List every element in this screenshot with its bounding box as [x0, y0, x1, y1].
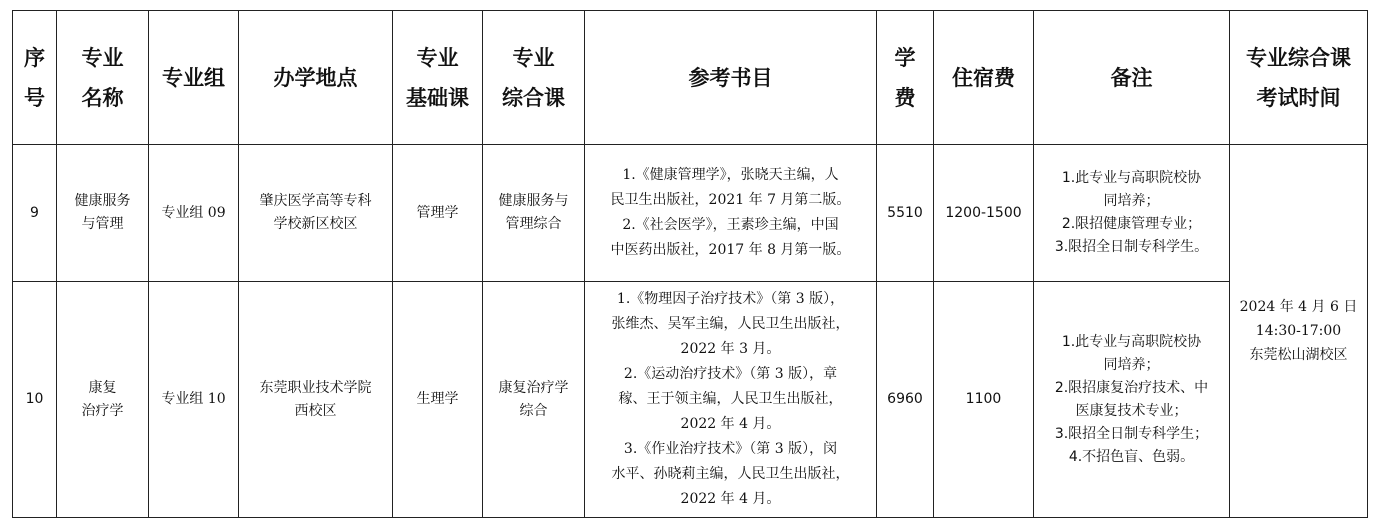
cell-basic-course: 管理学	[393, 145, 483, 282]
cell-tuition: 5510	[877, 145, 934, 282]
remark-line: 3.限招全日制专科学生；	[1054, 425, 1209, 442]
major-line: 治疗学	[81, 402, 124, 419]
book-line: 稼、王于领主编，人民卫生出版社，	[618, 391, 843, 407]
cell-remarks	[1034, 145, 1230, 282]
cell-reference-books	[585, 282, 877, 518]
location-line: 学校新区校区	[273, 216, 358, 232]
exam-hours: 14:30-17:00	[1255, 323, 1342, 339]
cell-comprehensive-course	[483, 145, 585, 282]
book-line: 民卫生出版社，2021 年 7 月第二版。	[610, 192, 851, 208]
header-dorm-fee: 住宿费	[934, 11, 1034, 145]
header-comprehensive-course: 专业 综合课	[483, 11, 585, 145]
admission-table	[12, 10, 1368, 518]
cell-dorm-fee: 1100	[934, 282, 1034, 518]
major-line: 康复	[88, 379, 117, 396]
remark-line: 医康复技术专业；	[1075, 402, 1188, 419]
header-tuition: 学 费	[877, 11, 934, 145]
major-line: 健康服务	[74, 193, 131, 209]
comprehensive-line: 管理综合	[505, 216, 562, 232]
remark-line: 3.限招全日制专科学生。	[1054, 239, 1209, 255]
cell-group: 专业组 09	[149, 145, 239, 282]
header-reference-books: 参考书目	[585, 11, 877, 145]
header-group: 专业组	[149, 11, 239, 145]
comprehensive-line: 康复治疗学	[498, 379, 569, 396]
header-index: 序 号	[13, 11, 57, 145]
table-row	[13, 282, 1368, 518]
cell-reference-books	[585, 145, 877, 282]
cell-dorm-fee: 1200-1500	[934, 145, 1034, 282]
cell-index: 9	[13, 145, 57, 282]
exam-venue: 东莞松山湖校区	[1249, 347, 1348, 363]
book-line: 2.《社会医学》，王素珍主编，中国	[622, 217, 839, 233]
cell-major	[57, 145, 149, 282]
book-line: 3.《作业治疗技术》（第 3 版），闵	[623, 441, 838, 457]
book-line: 2022 年 3 月。	[680, 341, 781, 357]
remark-line: 2.限招康复治疗技术、中	[1054, 379, 1209, 396]
exam-date: 2024 年 4 月 6 日	[1239, 299, 1358, 315]
book-line: 2022 年 4 月。	[680, 416, 781, 432]
cell-basic-course: 生理学	[393, 282, 483, 518]
header-remarks: 备注	[1034, 11, 1230, 145]
table-row	[13, 145, 1368, 282]
book-line: 水平、孙晓莉主编，人民卫生出版社，	[611, 466, 850, 482]
cell-index: 10	[13, 282, 57, 518]
location-line: 东莞职业技术学院	[259, 379, 372, 396]
remark-line: 同培养；	[1103, 356, 1160, 373]
book-line: 中医药出版社，2017 年 8 月第一版。	[610, 242, 851, 258]
remark-line: 1.此专业与高职院校协	[1061, 170, 1202, 186]
book-line: 2.《运动治疗技术》（第 3 版），章	[623, 366, 838, 382]
book-line: 1.《物理因子治疗技术》（第 3 版），	[616, 291, 845, 307]
comprehensive-line: 健康服务与	[498, 193, 569, 209]
cell-location	[239, 145, 393, 282]
remark-line: 2.限招健康管理专业；	[1061, 216, 1202, 232]
cell-comprehensive-course	[483, 282, 585, 518]
remark-line: 4.不招色盲、色弱。	[1068, 448, 1195, 465]
major-line: 与管理	[81, 216, 124, 232]
remark-line: 1.此专业与高职院校协	[1061, 333, 1202, 350]
book-line: 2022 年 4 月。	[680, 491, 781, 507]
header-exam-time: 专业综合课 考试时间	[1230, 11, 1368, 145]
location-line: 西校区	[294, 402, 337, 419]
book-line: 张维杰、吴军主编，人民卫生出版社，	[611, 316, 850, 332]
book-line: 1.《健康管理学》，张晓天主编，人	[622, 167, 839, 183]
cell-remarks	[1034, 282, 1230, 518]
remark-line: 同培养；	[1103, 193, 1160, 209]
cell-major	[57, 282, 149, 518]
cell-tuition: 6960	[877, 282, 934, 518]
cell-location	[239, 282, 393, 518]
comprehensive-line: 综合	[519, 402, 548, 419]
cell-exam-time	[1230, 145, 1368, 518]
location-line: 肇庆医学高等专科	[259, 193, 372, 209]
header-major: 专业 名称	[57, 11, 149, 145]
header-row	[13, 11, 1368, 145]
header-basic-course: 专业 基础课	[393, 11, 483, 145]
cell-group: 专业组 10	[149, 282, 239, 518]
header-location: 办学地点	[239, 11, 393, 145]
